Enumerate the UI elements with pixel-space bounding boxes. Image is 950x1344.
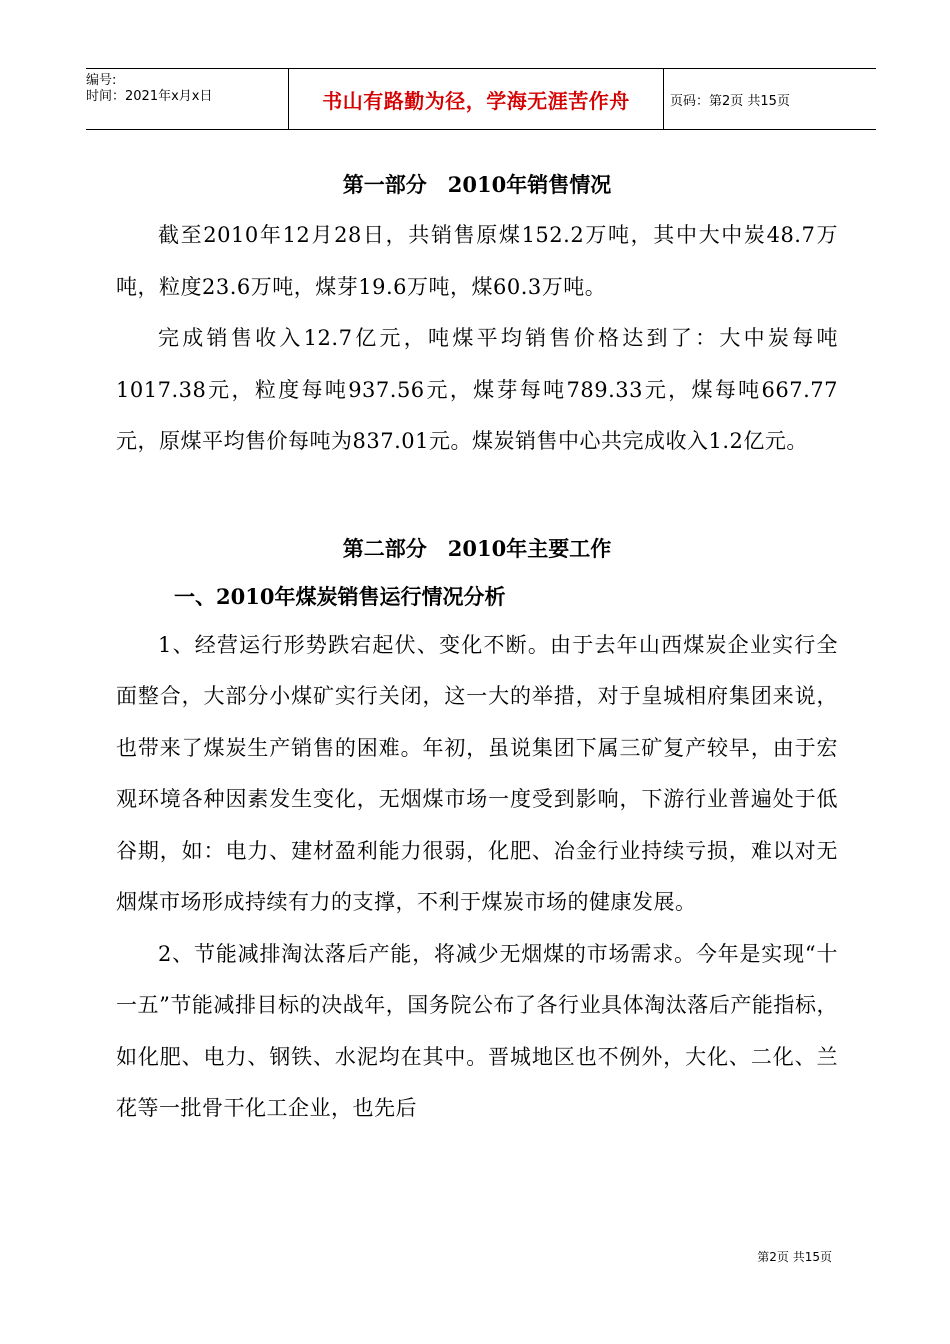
section-2-paragraph-1: 1、经营运行形势跌宕起伏、变化不断。由于去年山西煤炭企业实行全面整合，大部分小煤矿实行关闭，这一大的举措，对于皇城相府集团来说，也带来了煤炭生产销售的困难。年初，虽说集团下属三矿复产较早，由于宏观环境各种因素发生变化，无烟煤市场一度受到影响，下游行业普遍处于低谷期，如：电力、建材盈利能力很弱，化肥、冶金行业持续亏损，难以对无烟煤市场形成持续有力的支撑，不利于煤炭市场的健康发展。 — [116, 632, 838, 914]
section-2-title: 第二部分 2010年主要工作 — [342, 535, 612, 561]
section-1-paragraph-2: 完成销售收入12.7亿元，吨煤平均销售价格达到了：大中炭每吨1017.38元，粒度每吨937.56元，煤芽每吨789.33元，煤每吨667.77元，原煤平均售价每吨为837.01元。煤炭销售中心共完成收入1.2亿元。 — [116, 326, 838, 453]
header-meta — [86, 69, 288, 129]
header-motto-cell — [288, 69, 664, 129]
section-2-subtitle: 一、2010年煤炭销售运行情况分析 — [174, 583, 506, 609]
header-page-number: 页码：第2页 共15页 — [670, 93, 790, 109]
page-footer: 第2页 共15页 — [757, 1250, 832, 1264]
header-motto: 书山有路勤为径，学海无涯苦作舟 — [322, 88, 630, 113]
section-2-paragraph-2: 2、节能减排淘汰落后产能，将减少无烟煤的市场需求。今年是实现“十一五”节能减排目标的决战年，国务院公布了各行业具体淘汰落后产能指标，如化肥、电力、钢铁、水泥均在其中。晋城地区也不例外，大化、二化、兰花等一批骨干化工企业，也先后 — [116, 941, 838, 1120]
page-header — [86, 68, 876, 130]
time-label: 时间：2021年x月x日 — [86, 89, 213, 104]
document-body — [116, 160, 838, 1135]
header-page-cell — [662, 69, 876, 129]
number-label: 编号: — [86, 73, 117, 88]
section-1-title: 第一部分 2010年销售情况 — [342, 172, 612, 197]
section-1-paragraph-1: 截至2010年12月28日，共销售原煤152.2万吨，其中大中炭48.7万吨，粒度23.6万吨，煤芽19.6万吨，煤60.3万吨。 — [116, 223, 838, 299]
